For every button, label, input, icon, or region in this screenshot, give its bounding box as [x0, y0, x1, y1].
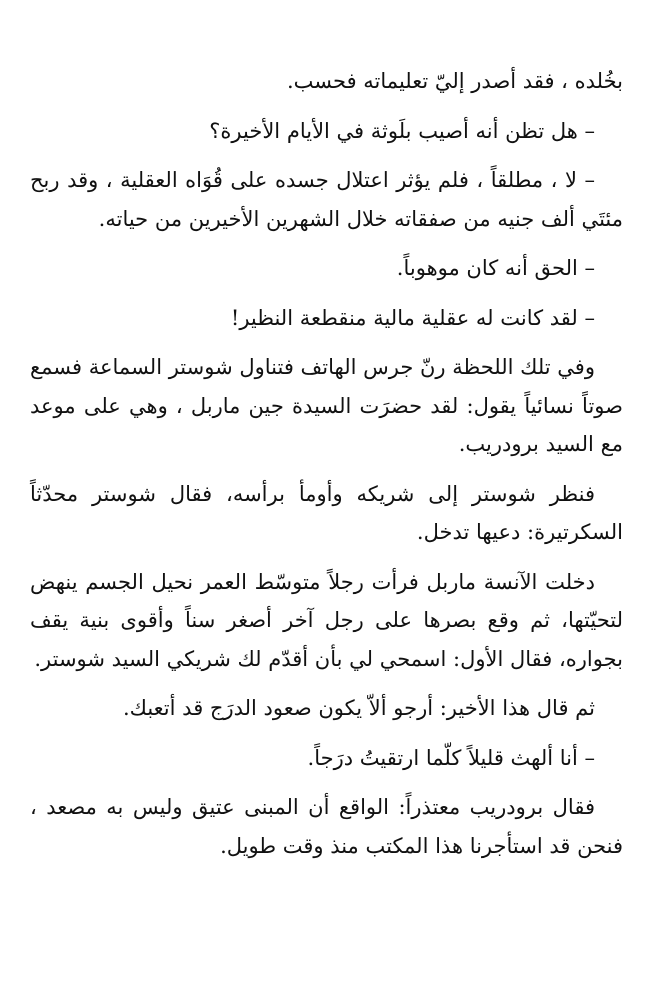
paragraph-narrative: دخلت الآنسة ماربل فرأت رجلاً متوسّط العمر نحيل الجسم ينهض لتحيّتها، ثم وقع بصرها على رجل آخر أصغر سناً وأقوى بنية يقف بجواره، فقال الأول: اسمحي لي بأن أقدّم لك شريكي السيد شوستر. [30, 569, 623, 671]
paragraph-narrative: فنظر شوستر إلى شريكه وأومأ برأسه، فقال شوستر محدّثاً السكرتيرة: دعيها تدخل. [30, 481, 623, 544]
paragraph-dialogue: – الحق أنه كان موهوباً. [396, 256, 595, 280]
paragraph-narrative: ثم قال هذا الأخير: أرجو ألاّ يكون صعود الدرَج قد أتعبك. [122, 696, 595, 720]
paragraph-continuation: بخُلده ، فقد أصدر إليّ تعليماته فحسب. [287, 69, 623, 93]
paragraph-dialogue: – لقد كانت له عقلية مالية منقطعة النظير! [230, 305, 595, 330]
book-page [30, 62, 623, 876]
paragraph-narrative: فقال برودريب معتذراً: الواقع أن المبنى عتيق وليس به مصعد ، فنحن قد استأجرنا هذا المكتب منذ وقت طويل. [30, 795, 623, 858]
paragraph-dialogue: – هل تظن أنه أصيب بلَوثة في الأيام الأخيرة؟ [209, 118, 595, 143]
paragraph-dialogue: – أنا ألهث قليلاً كلّما ارتقيتُ درَجاً. [307, 745, 595, 770]
paragraph-dialogue: – لا ، مطلقاً ، فلم يؤثر اعتلال جسده على قُوَاه العقلية ، وقد ربح مئتَي ألف جنيه من صفقاته خلال الشهرين الأخيرين من حياته. [30, 168, 623, 231]
paragraph-narrative: وفي تلك اللحظة رنّ جرس الهاتف فتناول شوستر السماعة فسمع صوتاً نسائياً يقول: لقد حضرَت السيدة جين ماربل ، وهي على موعد مع السيد برودريب. [29, 355, 623, 456]
